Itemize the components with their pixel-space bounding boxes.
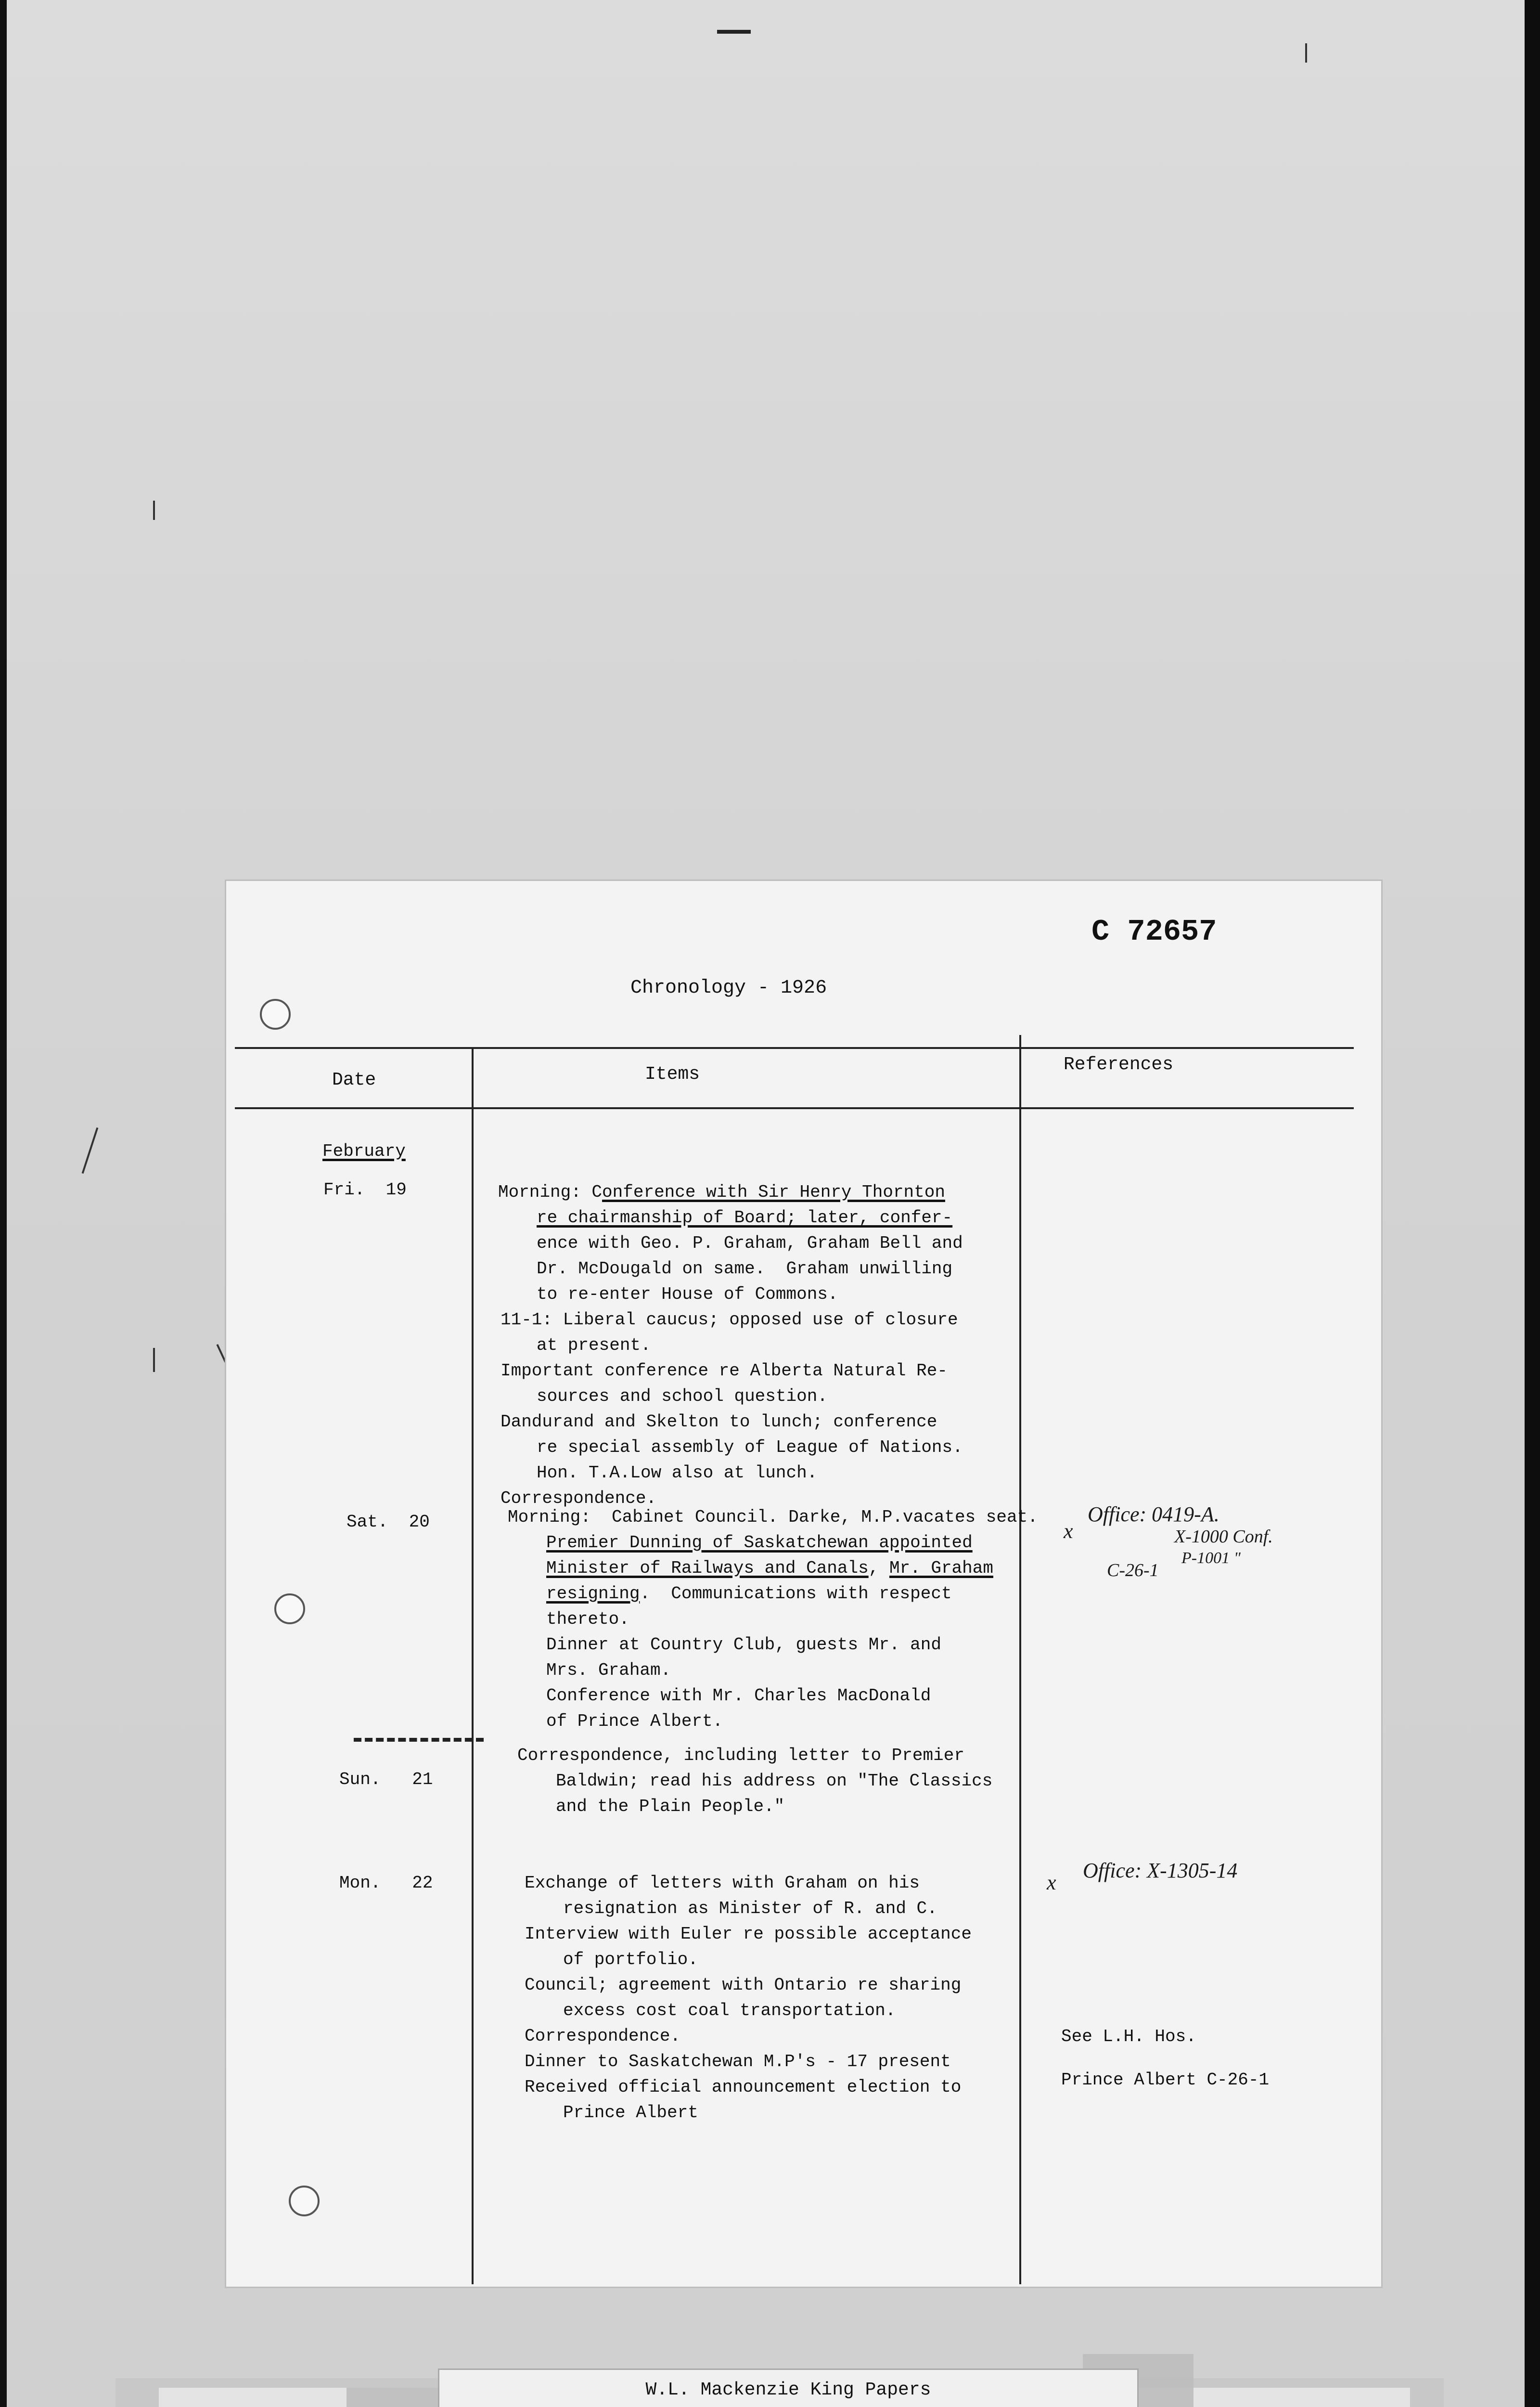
entry-line: of Prince Albert. [546,1711,723,1731]
entry-line: Exchange of letters with Graham on his [525,1873,920,1893]
entry-line: thereto. [546,1609,629,1629]
punch-hole [274,1593,305,1624]
entry-line: resignation as Minister of R. and C. [563,1899,937,1918]
entry-line-underlined: Minister of Railways and Canals [546,1558,869,1578]
entry-line: Conference with Mr. Charles MacDonald [546,1686,931,1706]
punch-hole [289,2186,320,2216]
document-title: Chronology - 1926 [630,977,827,999]
header-bottom-rule [235,1107,1354,1109]
entry-line: Baldwin; read his address on "The Classics [556,1771,993,1791]
handwritten-mark: x [1047,1871,1056,1894]
entry-line: Interview with Euler re possible acceptance [525,1924,972,1944]
entry-line: Correspondence. [525,2026,681,2046]
entry-line: Correspondence, including letter to Premier [517,1746,964,1765]
month-heading: February [322,1141,406,1161]
entry-line: Received official announcement election to [525,2077,962,2097]
scan-mark [153,1348,155,1372]
scan-edge-left [0,0,7,2407]
entry-line: at present. [537,1335,651,1355]
entry-line: Important conference re Alberta Natural Re- [500,1361,948,1381]
entry-date: Sat. 20 [346,1512,430,1532]
entry-line: Mrs. Graham. [546,1660,671,1680]
document-number: C 72657 [1091,915,1217,949]
punch-hole [260,999,291,1030]
entry-line: Premier Dunning of Saskatchewan appointed [546,1533,973,1553]
handwritten-reference: X-1000 Conf. [1174,1527,1273,1547]
entry-date: Sun. 21 [339,1770,433,1789]
references-column-rule [1019,1035,1021,2284]
entry-date: Fri. 19 [323,1180,407,1200]
entry-line: of portfolio. [563,1950,698,1969]
entry-line: sources and school question. [537,1386,828,1406]
column-header-items: Items [645,1064,700,1085]
scan-mark [153,501,155,520]
entry-line [546,1555,993,1581]
entry-line: to re-enter House of Commons. [537,1284,838,1304]
entry-line: Hon. T.A.Low also at lunch. [537,1463,818,1483]
entry-line-underlined: resigning [546,1584,640,1604]
header-top-rule [235,1047,1354,1049]
handwritten-reference: C-26-1 [1107,1560,1159,1580]
entry-line-underlined: Mr. Graham [889,1558,993,1578]
date-column-rule [472,1047,474,2284]
entry-line: Dinner at Country Club, guests Mr. and [546,1635,941,1655]
scan-edge-right [1525,0,1540,2407]
entry-line: re chairmanship of Board; later, confer- [537,1208,953,1228]
entry-line: Correspondence. [500,1488,657,1508]
entry-line [498,1179,945,1205]
entry-line: Morning: Cabinet Council. Darke, M.P.vacates seat. [508,1507,1038,1527]
entry-line-sep: , [868,1558,889,1578]
entry-line: re special assembly of League of Nations. [537,1437,963,1457]
entry-line: ence with Geo. P. Graham, Graham Bell and [537,1233,963,1253]
entry-line-prefix: Morning: C [498,1182,603,1202]
entry-line: Council; agreement with Ontario re sharing [525,1975,962,1995]
collection-label [438,2368,1139,2407]
column-header-date: Date [332,1070,376,1090]
entry-line: Dr. McDougald on same. Graham unwilling [537,1259,953,1279]
reference-line: Prince Albert C-26-1 [1061,2070,1270,2090]
entry-line: Dinner to Saskatchewan M.P's - 17 present [525,2052,951,2071]
handwritten-reference: Office: 0419-A. [1088,1502,1219,1526]
entry-line [546,1581,952,1607]
column-header-references: References [1064,1054,1174,1075]
entry-line-rest: . Communications with respect [640,1584,952,1604]
entry-date: Mon. 22 [339,1873,433,1893]
handwritten-reference: Office: X-1305-14 [1083,1859,1238,1882]
separator-dashes [354,1738,484,1742]
handwritten-reference: P-1001 " [1181,1549,1241,1567]
scan-mark [717,30,751,34]
entry-line: Prince Albert [563,2103,698,2122]
entry-line: Dandurand and Skelton to lunch; conference [500,1412,937,1432]
entry-line: and the Plain People." [556,1797,785,1816]
entry-line: excess cost coal transportation. [563,2001,896,2020]
handwritten-mark: x [1064,1519,1073,1543]
scan-mark [1305,43,1307,63]
reference-line: See L.H. Hos. [1061,2027,1196,2046]
entry-line: 11-1: Liberal caucus; opposed use of closure [500,1310,958,1330]
collection-label-line: W.L. Mackenzie King Papers [645,2380,931,2400]
entry-line-underlined: onference with Sir Henry Thornton [602,1182,945,1202]
